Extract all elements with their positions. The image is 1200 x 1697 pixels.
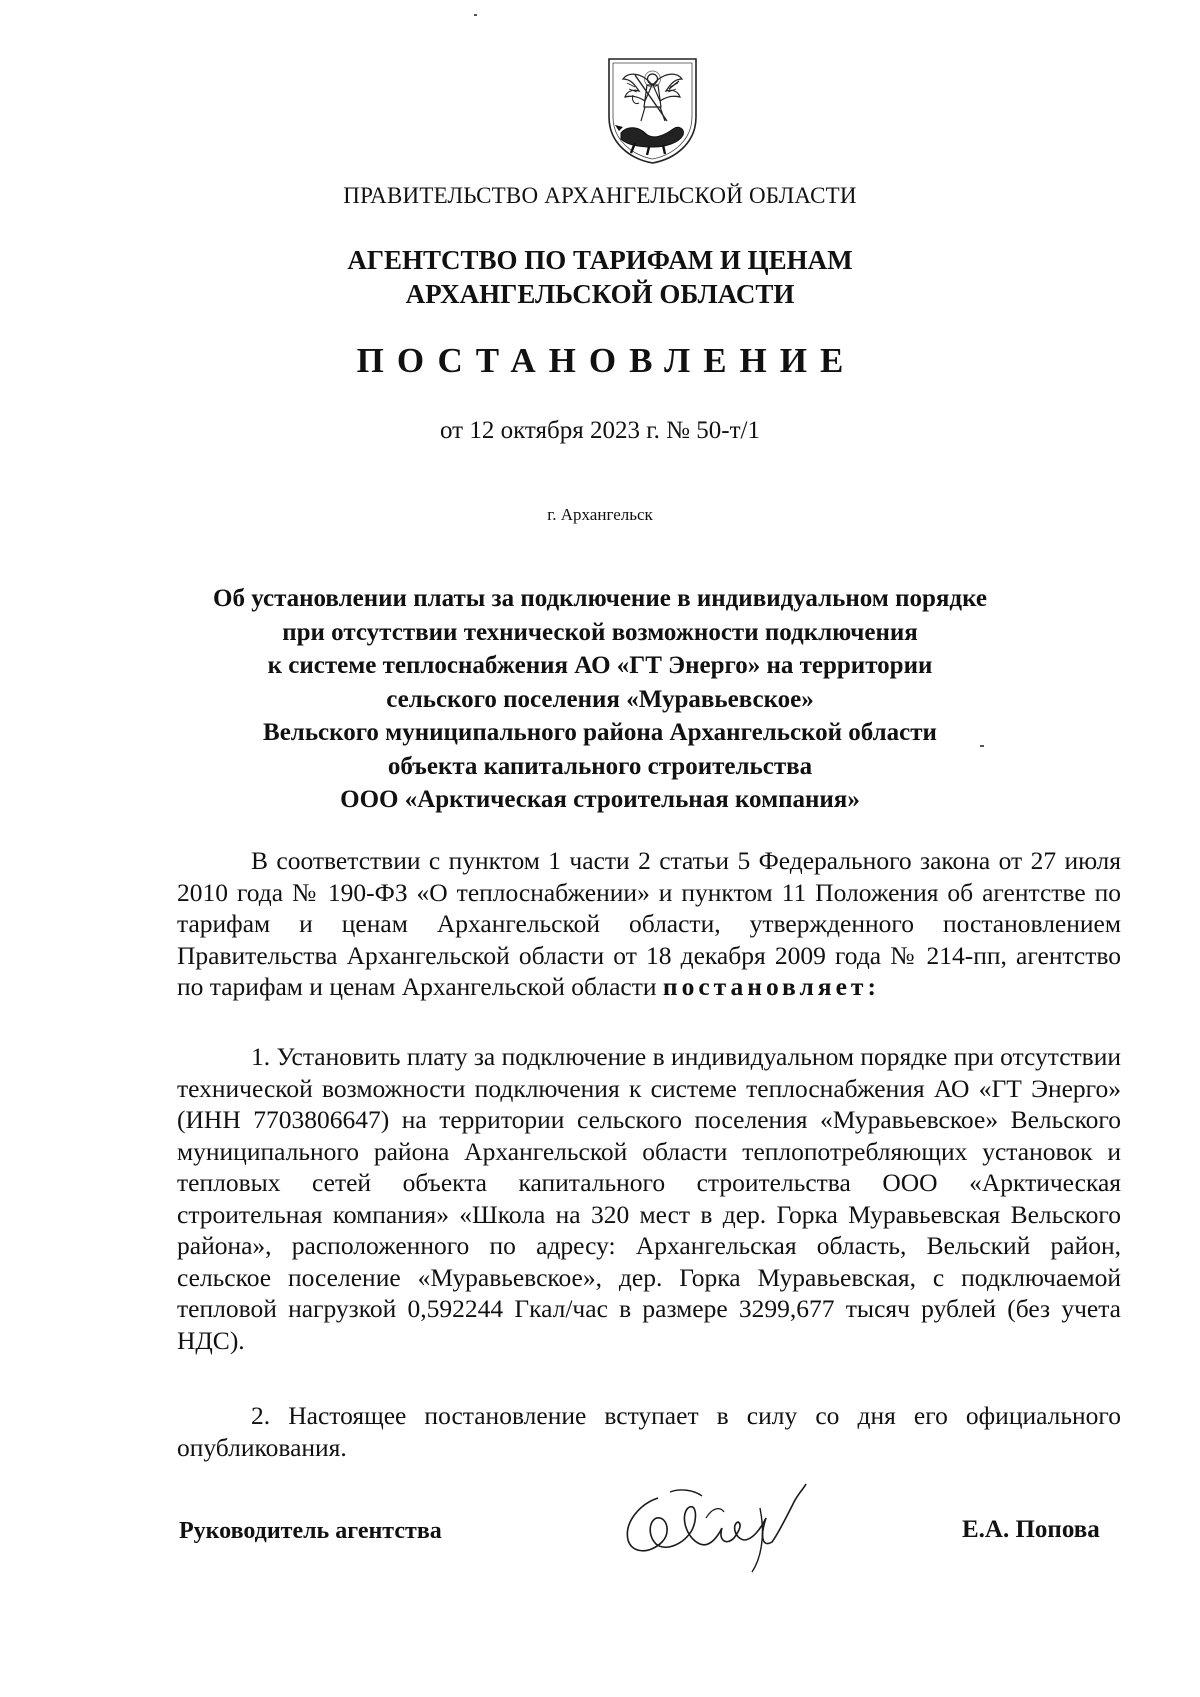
title-line: к системе теплоснабжения АО «ГТ Энерго» на территории — [267, 652, 933, 679]
agency-name-line: АГЕНТСТВО ПО ТАРИФАМ И ЦЕНАМ — [347, 245, 853, 275]
scan-speck — [474, 14, 477, 16]
signatory-name: Е.А. Попова — [962, 1516, 1100, 1543]
coat-of-arms-icon — [605, 55, 700, 165]
document-title — [0, 582, 1200, 817]
agency-name — [0, 243, 1200, 311]
title-line: объекта капитального строительства — [387, 752, 813, 780]
document-city: г. Архангельск — [547, 505, 653, 524]
agency-name-line: АРХАНГЕЛЬСКОЙ ОБЛАСТИ — [405, 279, 795, 309]
signatory-position: Руководитель агентства — [179, 1518, 442, 1544]
document-date-number: от 12 октября 2023 г. № 50-т/1 — [440, 417, 760, 444]
title-line: Вельского муниципального района Архангельской области — [263, 719, 937, 746]
document-type-heading: ПОСТАНОВЛЕНИЕ — [356, 341, 857, 380]
handwritten-signature-icon — [610, 1478, 810, 1573]
clause-2-paragraph: 2. Настоящее постановление вступает в силу со дня его официального опубликования. — [177, 1401, 1121, 1462]
title-line: сельского поселения «Муравьевское» — [386, 685, 814, 713]
title-line: Об установлении платы за подключение в индивидуальном порядке — [213, 585, 987, 612]
clause-1-paragraph: 1. Установить плату за подключение в индивидуальном порядке при отсутствии технической возможности подключения к системе теплоснабжения АО «ГТ Энерго» (ИНН 7703806647) на территории сельского поселения «Муравьевское» Вельского муниципального района Архангельской области теплопотребляющих установок и тепловых сетей объекта капитального строительства ООО «Арктическая строительная компания» «Школа на 320 мест в дер. Горка Муравьевская Вельского района», расположенного по адресу: Архангельская область, Вельский район, сельское поселение «Муравьевское», дер. Горка Муравьевская, с подключаемой тепловой нагрузкой 0,592244 Гкал/час в размере 3299,677 тысяч рублей (без учета НДС). — [177, 1042, 1121, 1355]
decree-word: постановляет: — [662, 972, 880, 1001]
title-line: при отсутствии технической возможности подключения — [282, 618, 918, 646]
preamble-text: В соответствии с пунктом 1 части 2 статьи 5 Федерального закона от 27 июля 2010 года № 190-ФЗ «О теплоснабжении» и пунктом 11 Положения об агентстве по тарифам и ценам Архангельской области, утвержденного постановлением Правительства Архангельской области от 18 декабря 2009 года № 214-пп, агентство по тарифам и ценам Архангельской области — [177, 846, 1121, 1001]
title-line: ООО «Арктическая строительная компания» — [340, 786, 860, 813]
preamble-paragraph — [177, 845, 1121, 1003]
government-name: ПРАВИТЕЛЬСТВО АРХАНГЕЛЬСКОЙ ОБЛАСТИ — [343, 183, 857, 208]
